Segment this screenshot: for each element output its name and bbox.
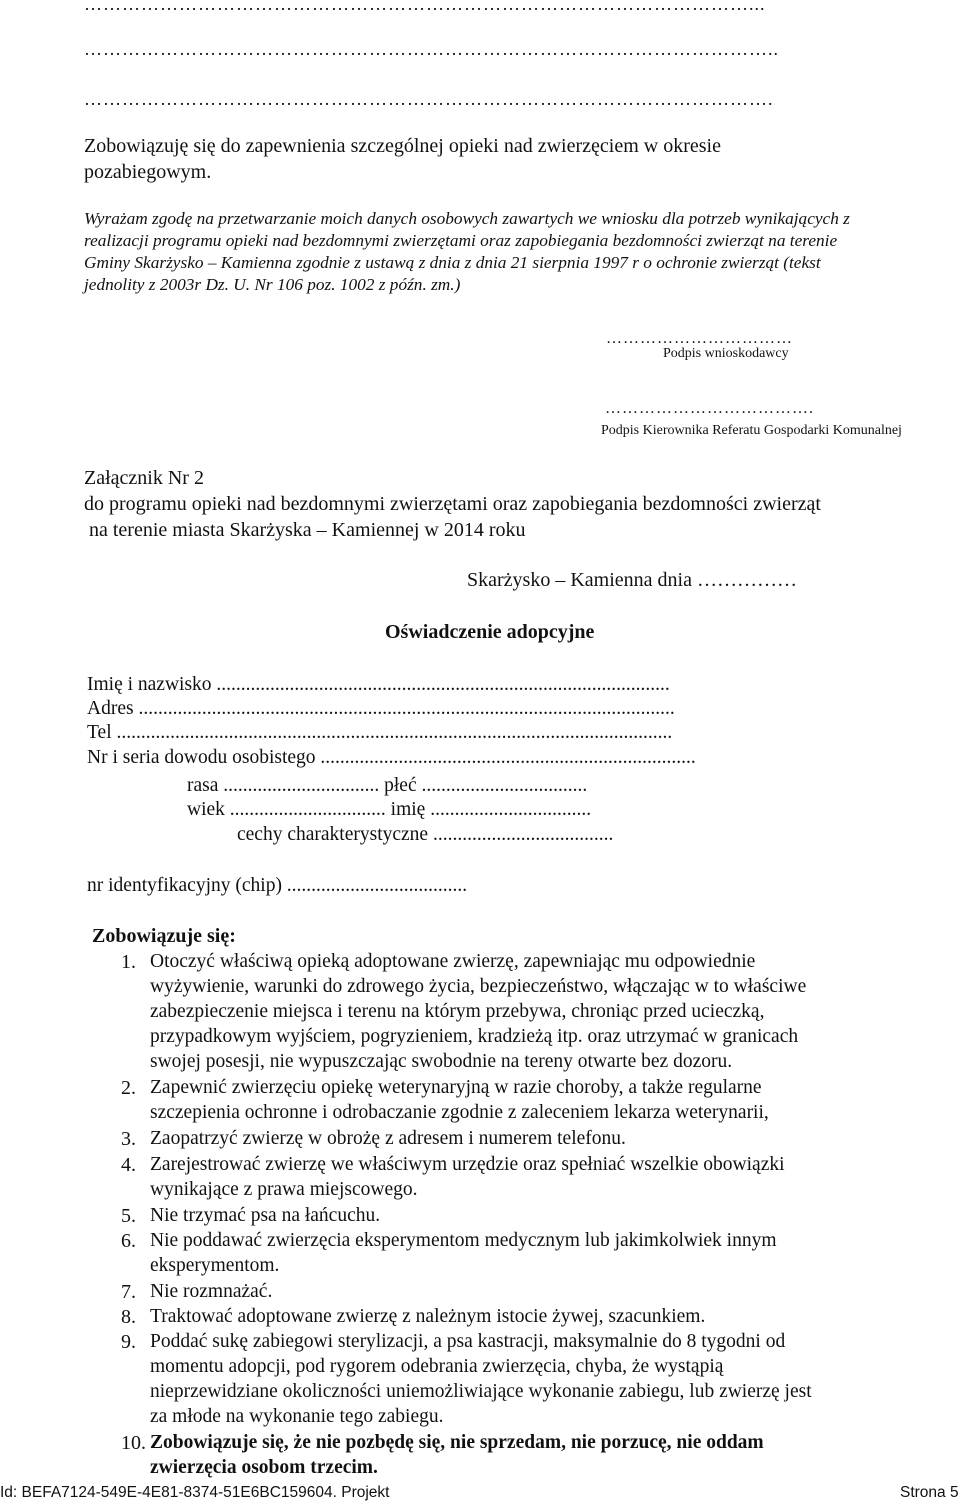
phone-field: Tel .................................................................................................................. <box>87 722 673 743</box>
obligation-line: za młode na wykonanie tego zabiegu. <box>150 1406 444 1427</box>
applicant-signature-line: …………………………… <box>606 330 793 347</box>
obligation-line: Poddać sukę zabiegowi sterylizacji, a psa kastracji, maksymalnie do 8 tygodni od <box>150 1331 786 1352</box>
obligation-line: przypadkowym wyjściem, pogryzieniem, kradzieżą itp. oraz utrzymać w granicach <box>150 1026 799 1047</box>
footer-document-id: Id: BEFA7124-549E-4E81-8374-51E6BC159604. Projekt <box>0 1484 390 1501</box>
head-signature-label: Podpis Kierownika Referatu Gospodarki Komunalnej <box>601 423 902 438</box>
dotted-line-2: ……………………………………………………………………………………………….. <box>84 39 779 59</box>
consent-line-3: Gminy Skarżysko – Kamienna zgodnie z ustawą z dnia z dnia 21 sierpnia 1997 r o ochronie zwierząt (tekst <box>84 253 821 272</box>
consent-line-2: realizacji programu opieki nad bezdomnymi zwierzętami oraz zapobiegania bezdomności zwierząt na terenie <box>84 231 838 250</box>
dotted-line-1: ……………………………………………………………………………………………... <box>84 0 766 14</box>
obligation-line: wynikające z prawa miejscowego. <box>150 1179 418 1200</box>
dotted-line-3: ………………………………………………………………………………………………. <box>84 89 774 109</box>
commitment-line: Zobowiązuję się do zapewnienia szczególnej opieki nad zwierzęciem w okresie <box>84 135 721 157</box>
obligation-line: momentu adopcji, pod rygorem odebrania zwierzęcia, chyba, że wystąpią <box>150 1356 724 1377</box>
obligation-number: 7. <box>121 1281 136 1303</box>
obligation-line: Zobowiązuje się, że nie pozbędę się, nie sprzedam, nie porzucę, nie oddam <box>150 1432 764 1453</box>
obligation-line: Nie poddawać zwierzęcia eksperymentom medycznym lub jakimkolwiek innym <box>150 1230 777 1251</box>
commitment-line-2: pozabiegowym. <box>84 161 212 183</box>
obligation-line: swojej posesji, nie wypuszczając swobodnie na tereny otwarte bez dozoru. <box>150 1051 733 1072</box>
annex-title: Załącznik Nr 2 <box>84 467 204 489</box>
obligation-line: Zapewnić zwierzęciu opiekę weterynaryjną w razie choroby, a także regularne <box>150 1077 762 1098</box>
obligation-line: Zarejestrować zwierzę we właściwym urzędzie oraz spełniać wszelkie obowiązki <box>150 1154 785 1175</box>
address-field: Adres .............................................................................................................. <box>87 698 675 719</box>
consent-line-4: jednolity z 2003r Dz. U. Nr 106 poz. 1002 z późn. zm.) <box>84 275 461 294</box>
obligation-number: 4. <box>121 1154 136 1176</box>
obligation-line: Zaopatrzyć zwierzę w obrożę z adresem i numerem telefonu. <box>150 1128 626 1149</box>
chip-field: nr identyfikacyjny (chip) ..................................... <box>87 875 468 896</box>
obligation-line: zabezpieczenie miejsca i terenu na którym przebywa, chroniąc przed ucieczką, <box>150 1001 765 1022</box>
obligation-line: Nie trzymać psa na łańcuchu. <box>150 1205 381 1226</box>
id-document-field: Nr i seria dowodu osobistego ............................................................................. <box>87 747 696 768</box>
obligation-line: nieprzewidziane okoliczności uniemożliwiające wykonanie zabiegu, lub zwierzę jest <box>150 1381 812 1402</box>
breed-sex-field: rasa ................................ płeć .................................. <box>187 775 588 796</box>
obligations-header: Zobowiązuje się: <box>92 925 236 947</box>
form-title: Oświadczenie adopcyjne <box>385 621 595 643</box>
obligation-number: 1. <box>121 951 136 973</box>
applicant-signature-label: Podpis wnioskodawcy <box>663 346 789 361</box>
obligation-line: szczepienia ochronne i odrobaczanie zgodnie z zaleceniem lekarza weterynarii, <box>150 1102 769 1123</box>
obligation-number: 8. <box>121 1306 136 1328</box>
obligation-line: Otoczyć właściwą opieką adoptowane zwierzę, zapewniając mu odpowiednie <box>150 951 756 972</box>
obligation-line: Nie rozmnażać. <box>150 1281 273 1302</box>
obligation-line: wyżywienie, warunki do zdrowego życia, bezpieczeństwo, włączając w to właściwe <box>150 976 807 997</box>
obligation-line: zwierzęcia osobom trzecim. <box>150 1457 378 1478</box>
name-field: Imię i nazwisko ............................................................................................. <box>87 674 670 695</box>
footer-page-number: Strona 5 <box>900 1484 959 1501</box>
obligation-number: 10. <box>121 1432 146 1454</box>
obligation-number: 9. <box>121 1331 136 1353</box>
obligation-number: 3. <box>121 1128 136 1150</box>
annex-line-1: do programu opieki nad bezdomnymi zwierzętami oraz zapobiegania bezdomności zwierząt <box>84 493 821 515</box>
obligation-line: Traktować adoptowane zwierzę z należnym istocie żywej, szacunkiem. <box>150 1306 706 1327</box>
place-date: Skarżysko – Kamienna dnia …………… <box>467 569 797 591</box>
obligation-line: eksperymentom. <box>150 1255 280 1276</box>
traits-field: cechy charakterystyczne ..................................... <box>237 824 614 845</box>
head-signature-line: ………………………………. <box>605 400 814 417</box>
obligation-number: 5. <box>121 1205 136 1227</box>
obligation-number: 6. <box>121 1230 136 1252</box>
consent-line-1: Wyrażam zgodę na przetwarzanie moich danych osobowych zawartych we wniosku dla potrzeb wynikających z <box>84 209 850 228</box>
obligation-number: 2. <box>121 1077 136 1099</box>
age-name-field: wiek ................................ imię ................................. <box>187 799 592 820</box>
annex-line-2: na terenie miasta Skarżyska – Kamiennej w 2014 roku <box>84 519 526 541</box>
